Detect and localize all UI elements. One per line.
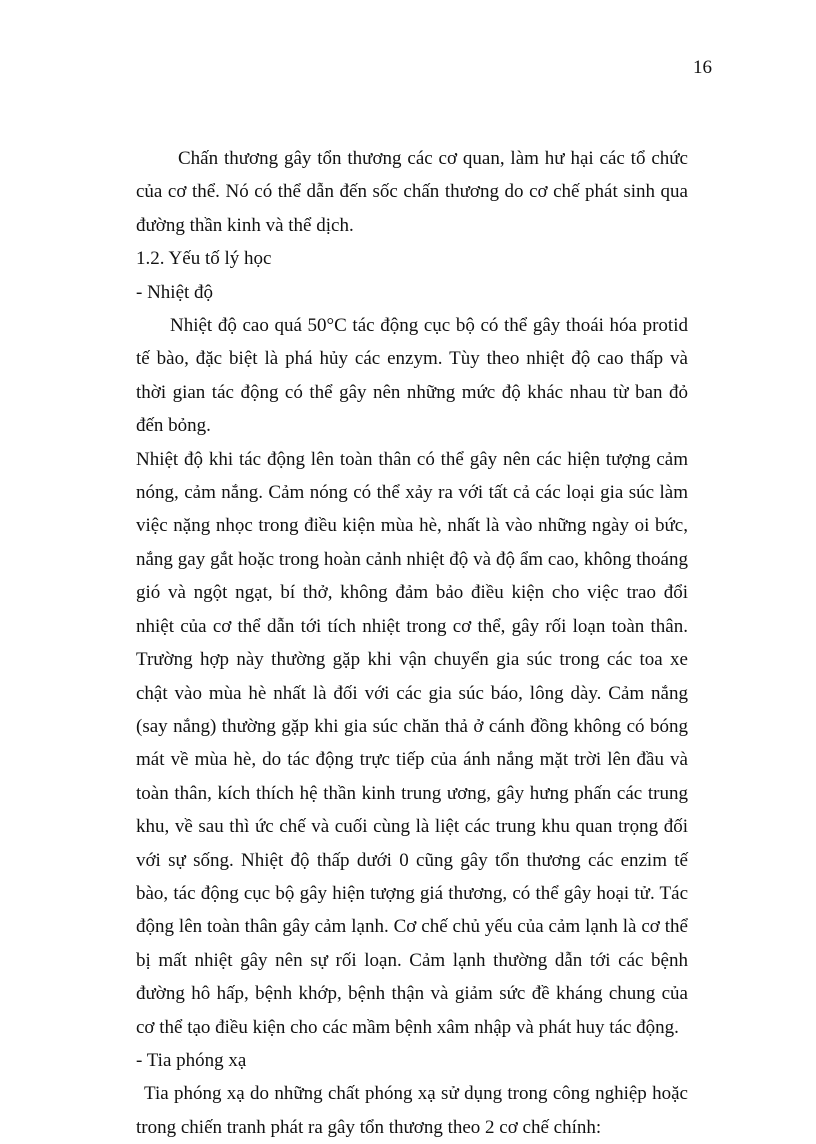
paragraph-systemic-temperature: Nhiệt độ khi tác động lên toàn thân có thể gây nên các hiện tượng cảm nóng, cảm nắng. Cảm nóng có thể xảy ra với tất cả các loại gia súc làm việc nặng nhọc trong điều kiện mùa hè, nhất là vào những ngày oi bức, nắng gay gắt hoặc trong hoàn cảnh nhiệt độ và độ ẩm cao, không thoáng gió và ngột ngạt, bí thở, không đảm bảo điều kiện cho việc trao đổi nhiệt của cơ thể dẫn tới tích nhiệt trong cơ thể, gây rối loạn toàn thân. Trường hợp này thường gặp khi vận chuyển gia súc trong các toa xe chật vào mùa hè nhất là đối với các gia súc báo, lông dày. Cảm nắng (say nắng) thường gặp khi gia súc chăn thả ở cánh đồng không có bóng mát về mùa hè, do tác động trực tiếp của ánh nắng mặt trời lên đầu và toàn thân, kích thích hệ thần kinh trung ương, gây hưng phấn các trung khu, về sau thì ức chế và cuối cùng là liệt các trung khu quan trọng đối với sự sống. Nhiệt độ thấp dưới 0 cũng gây tổn thương các enzim tế bào, tác động cục bộ gây hiện tượng giá thương, có thể gây hoại tử. Tác động lên toàn thân gây cảm lạnh. Cơ chế chủ yếu của cảm lạnh là cơ thể bị mất nhiệt gây nên sự rối loạn. Cảm lạnh thường dẫn tới các bệnh đường hô hấp, bệnh khớp, bệnh thận và giảm sức đề kháng chung của cơ thể tạo điều kiện cho các mầm bệnh xâm nhập và phát huy tác động. xyxy=(136,448,688,1038)
page-number: 16 xyxy=(693,57,712,78)
paragraph-radiation: Tia phóng xạ do những chất phóng xạ sử dụng trong công nghiệp hoặc trong chiến tranh phát ra gây tổn thương theo 2 cơ chế chính: xyxy=(136,1083,688,1138)
section-heading-physical-factors: 1.2. Yếu tố lý học xyxy=(136,248,272,270)
subheading-radiation: - Tia phóng xạ xyxy=(136,1049,247,1071)
paragraph-local-heat: Nhiệt độ cao quá 50°C tác động cục bộ có thể gây thoái hóa protid tế bào, đặc biệt là phá hủy các enzym. Tùy theo nhiệt độ cao thấp và thời gian tác động có thể gây nên những mức độ khác nhau từ ban đỏ đến bỏng. xyxy=(136,315,688,437)
paragraph-trauma: Chấn thương gây tổn thương các cơ quan, làm hư hại các tổ chức của cơ thể. Nó có thể dẫn đến sốc chấn thương do cơ chế phát sinh qua đường thần kinh và thể dịch. xyxy=(136,148,688,236)
body-text xyxy=(136,142,688,1144)
subheading-temperature: - Nhiệt độ xyxy=(136,281,214,303)
